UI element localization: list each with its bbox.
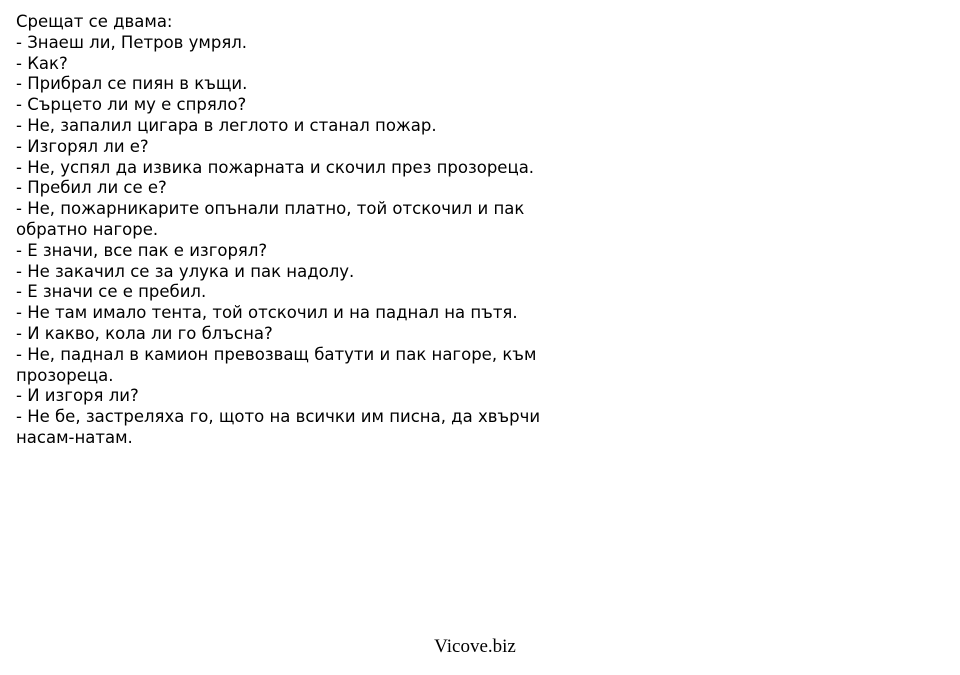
site-watermark: Vicove.biz xyxy=(434,636,516,657)
joke-line-13: - Е значи се е пребил. xyxy=(16,282,207,302)
joke-line-1: Срещат се двама: xyxy=(16,12,173,31)
joke-line-12: - Не закачил се за улука и пак надолу. xyxy=(16,261,355,281)
joke-line-6: - Не, запалил цигара в леглото и станал пожар. xyxy=(16,115,437,135)
joke-line-14: - Не там имало тента, той отскочил и на паднал на пътя. xyxy=(16,303,518,323)
joke-line-15: - И какво, кола ли го блъсна? xyxy=(16,323,273,343)
joke-line-17: - И изгоря ли? xyxy=(16,386,139,406)
joke-text xyxy=(16,12,556,449)
joke-line-7: - Изгорял ли е? xyxy=(16,136,149,156)
joke-line-4: - Прибрал се пиян в къщи. xyxy=(16,74,248,94)
joke-line-8: - Не, успял да извика пожарната и скочил през прозореца. xyxy=(16,157,535,177)
joke-line-9: - Пребил ли се е? xyxy=(16,178,167,198)
joke-line-3: - Как? xyxy=(16,53,68,73)
joke-line-16: - Не, паднал в камион превозващ батути и пак нагоре, към прозореца. xyxy=(16,344,542,385)
joke-line-18: - Не бе, застреляха го, щото на всички им писна, да хвърчи насам-натам. xyxy=(16,407,546,447)
joke-line-5: - Сърцето ли му е спряло? xyxy=(16,95,247,115)
joke-line-10: - Не, пожарникарите опънали платно, той отскочил и пак обратно нагоре. xyxy=(16,199,530,239)
joke-line-2: - Знаеш ли, Петров умрял. xyxy=(16,32,248,52)
joke-line-11: - Е значи, все пак е изгорял? xyxy=(16,240,268,260)
